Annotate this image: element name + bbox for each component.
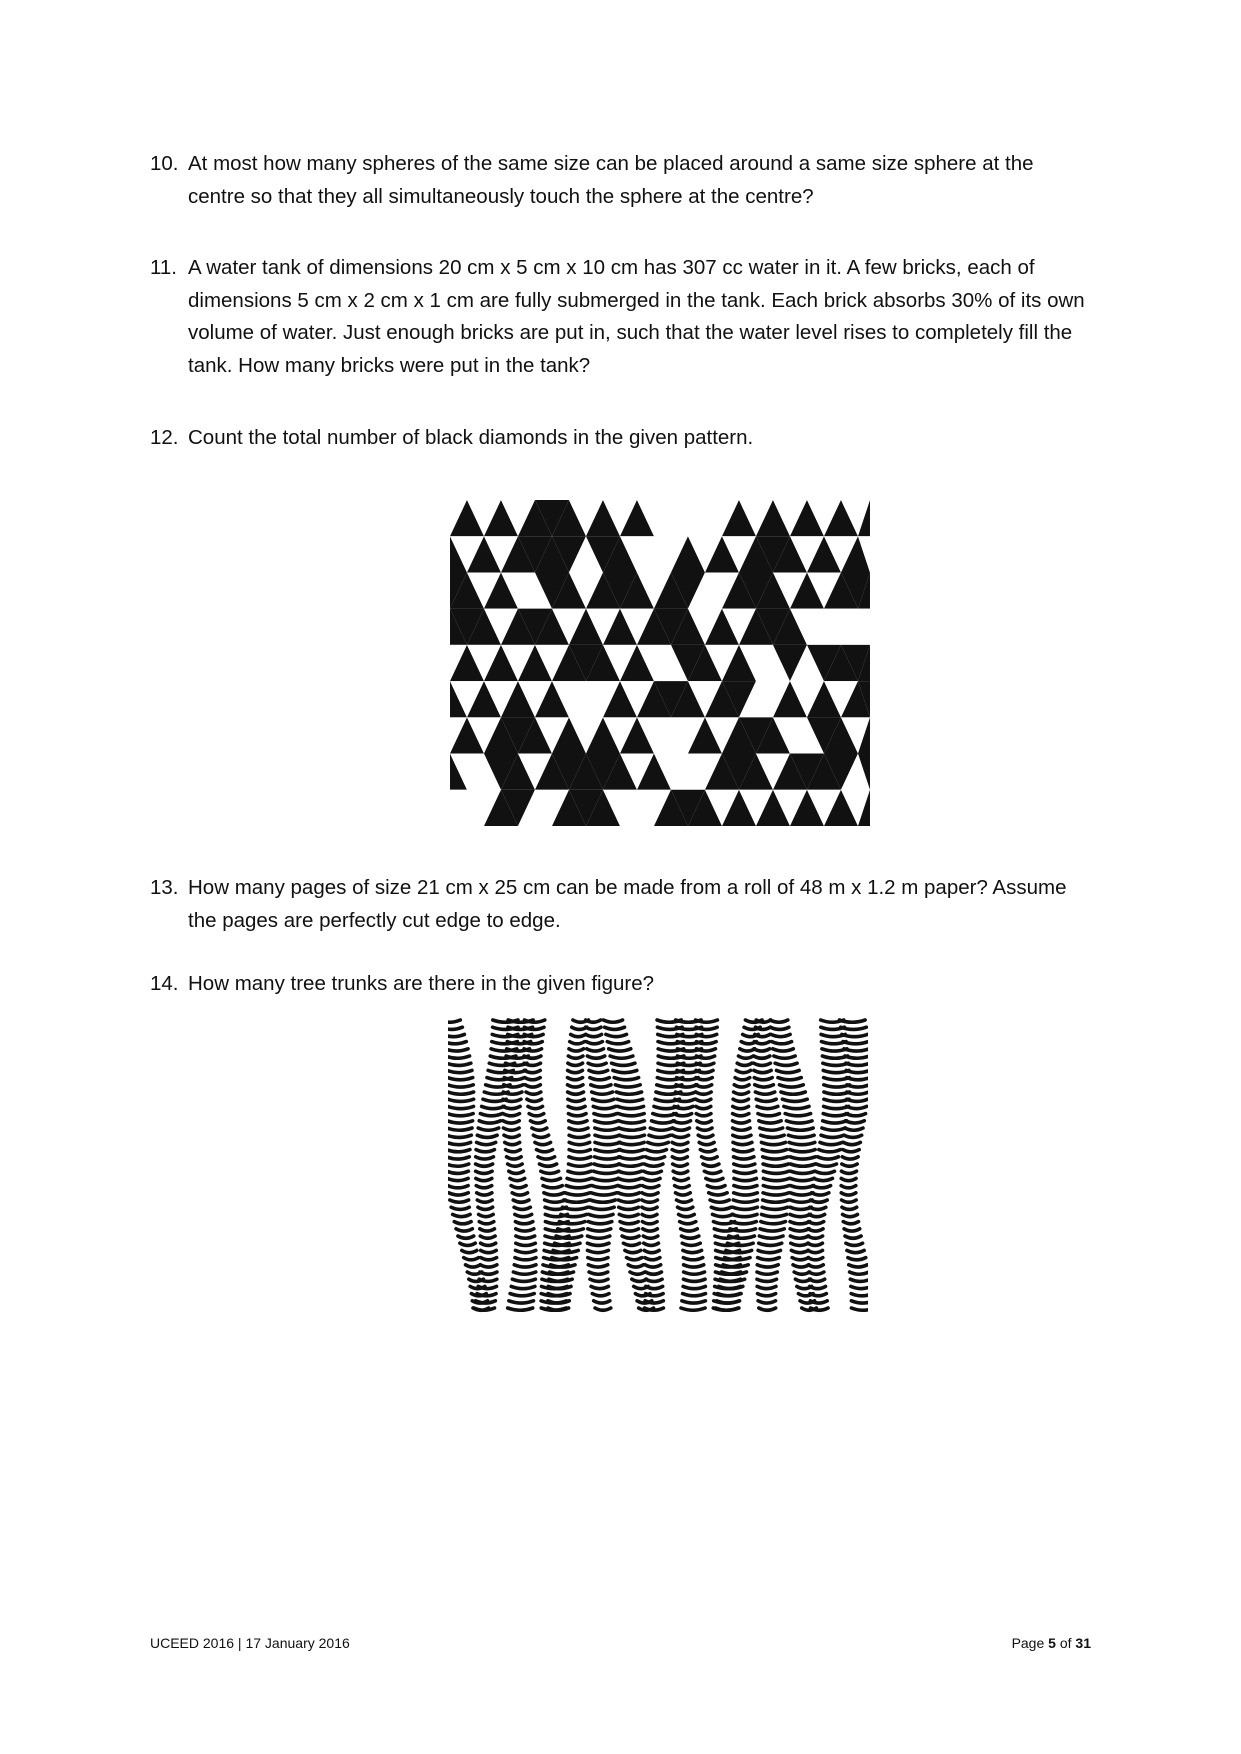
question-13 (150, 872, 1090, 937)
question-number: 14. (150, 972, 179, 995)
question-14 (150, 968, 1090, 1001)
current-page: 5 (1048, 1635, 1056, 1651)
tree-trunks-figure (448, 1014, 868, 1316)
footer-page-number: Page 5 of 31 (1011, 1635, 1091, 1651)
total-pages: 31 (1075, 1635, 1091, 1651)
question-11 (150, 252, 1090, 382)
question-text: How many pages of size 21 cm x 25 cm can be made from a roll of 48 m x 1.2 m paper? Assume the pages are perfectly cut edge to edge. (188, 876, 1067, 932)
question-number: 10. (150, 152, 179, 175)
question-text: At most how many spheres of the same size can be placed around a same size sphere at the centre so that they all simultaneously touch the sphere at the centre? (188, 152, 1034, 208)
footer-exam-info: UCEED 2016 | 17 January 2016 (150, 1635, 350, 1651)
question-12 (150, 422, 1090, 455)
question-text: How many tree trunks are there in the given figure? (188, 972, 655, 995)
question-number: 11. (150, 256, 177, 279)
question-text: Count the total number of black diamonds in the given pattern. (188, 426, 754, 449)
question-text: A water tank of dimensions 20 cm x 5 cm x 10 cm has 307 cc water in it. A few bricks, each of dimensions 5 cm x 2 cm x 1 cm are fully submerged in the tank. Each brick absorbs 30% of its own volume of water. Just enough bricks are put in, such that the water level rises to completely fill the tank. How many bricks were put in the tank? (188, 256, 1085, 377)
question-number: 13. (150, 876, 179, 899)
question-10 (150, 148, 1090, 213)
black-diamond-pattern-figure (450, 500, 870, 826)
tree-trunk (503, 1020, 536, 1310)
question-number: 12. (150, 426, 179, 449)
